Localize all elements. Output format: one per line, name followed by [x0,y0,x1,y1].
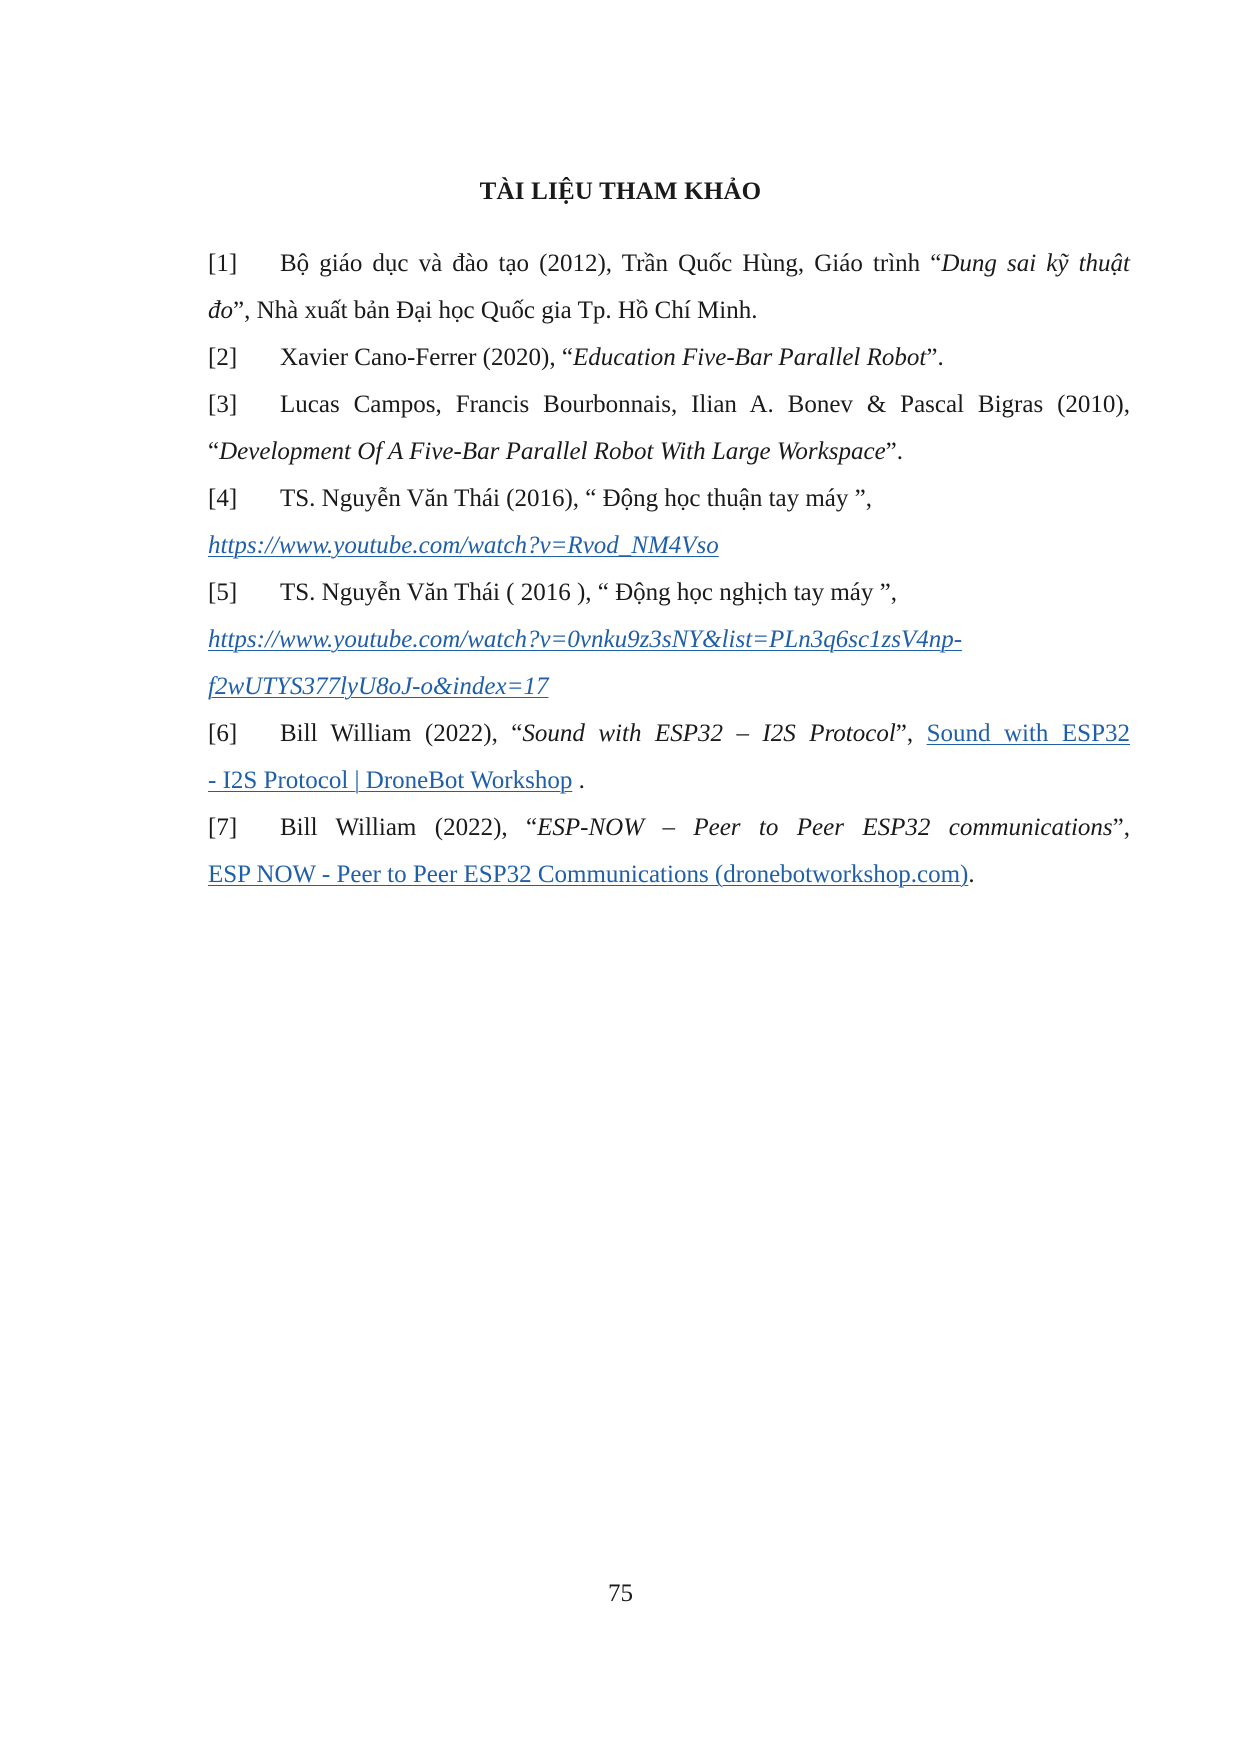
page-title: TÀI LIỆU THAM KHẢO [479,178,762,205]
reference-item-2: [2] Xavier Cano-Ferrer (2020), “Education Five-Bar Parallel Robot”. [208,334,1130,381]
page-number: 75 [608,1580,633,1607]
youtube-link-continued[interactable]: f2wUTYS377lyU8oJ-o&index=17 [208,673,549,700]
reference-item-3: [3] Lucas Campos, Francis Bourbonnais, Ilian A. Bonev & Pascal Bigras (2010), “Development Of A Five-Bar Parallel Robot With Large Workspace”. [208,381,1130,475]
reference-number: [2] [208,344,238,371]
reference-item-4: [4] TS. Nguyễn Văn Thái (2016), “ Động học thuận tay máy ”, https://www.youtube.com/watch?v=Rvod_NM4Vso [208,475,1130,569]
youtube-link[interactable]: https://www.youtube.com/watch?v=0vnku9z3sNY&list=PLn3q6sc1zsV4np- [208,626,963,653]
reference-list [208,240,1130,898]
reference-title: Dung sai kỹ thuật [941,250,1130,277]
youtube-link[interactable]: https://www.youtube.com/watch?v=Rvod_NM4Vso [208,532,719,559]
dronebot-link-continued[interactable]: - I2S Protocol | DroneBot Workshop [208,767,573,794]
reference-number: [3] [208,391,238,418]
reference-number: [6] [208,720,238,747]
reference-title: ESP-NOW – Peer to Peer ESP32 communications [537,814,1113,841]
reference-number: [4] [208,485,238,512]
dronebot-link[interactable]: Sound with ESP32 [926,720,1130,747]
reference-number: [1] [208,250,238,277]
reference-number: [7] [208,814,238,841]
reference-title: Development Of A Five-Bar Parallel Robot With Large Workspace [219,438,886,465]
reference-item-1: [1] Bộ giáo dục và đào tạo (2012), Trần Quốc Hùng, Giáo trình “Dung sai kỹ thuật đo”, Nhà xuất bản Đại học Quốc gia Tp. Hồ Chí Minh. [208,240,1130,334]
reference-title: Education Five-Bar Parallel Robot [572,344,927,371]
dronebot-link[interactable]: ESP NOW - Peer to Peer ESP32 Communications (dronebotworkshop.com) [208,861,969,888]
reference-number: [5] [208,579,238,606]
reference-item-7: [7] Bill William (2022), “ESP-NOW – Peer to Peer ESP32 communications”, ESP NOW - Peer to Peer ESP32 Communications (dronebotworkshop.com). [208,804,1130,898]
reference-item-5: [5] TS. Nguyễn Văn Thái ( 2016 ), “ Động học nghịch tay máy ”, https://www.youtube.com/watch?v=0vnku9z3sNY&list=PLn3q6sc1zsV4np- f2wUTYS377lyU8oJ-o&index=17 [208,569,1130,710]
reference-title: Sound with ESP32 – I2S Protocol [522,720,896,747]
reference-item-6: [6] Bill William (2022), “Sound with ESP32 – I2S Protocol”, Sound with ESP32 - I2S Protocol | DroneBot Workshop . [208,710,1130,804]
